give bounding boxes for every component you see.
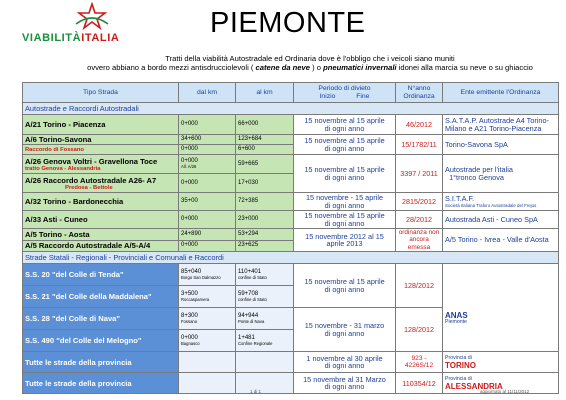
col-entity: Ente emittente l'Ordinanza [443, 83, 559, 103]
table-row: A/5 Torino - Aosta 24+890 53+294 15 novembre 2012 al 15 aprile 2013 ordinanza non ancora emessa A/5 Torino - Ivrea - Valle d'Aosta [23, 229, 559, 241]
logo [22, 2, 172, 46]
table-row: A/26 Raccordo Autostradale A26- A7 Predosa - Bettole 0+000 17+030 [23, 174, 559, 193]
col-road-type: Tipo Strada [23, 83, 179, 103]
table-row: Tutte le strade della provincia 1 novembre al 30 aprile di ogni anno 923 - 4226S/12 Provincia di TORINO [23, 352, 559, 373]
table-row: A/6 Torino-Savona 34+600 123+684 15 novembre al 15 aprile di ogni anno 15/1782/11 Torino-Savona SpA [23, 135, 559, 145]
table-row: A/33 Asti - Cuneo 0+000 23+000 15 novembre al 15 aprile di ogni anno 28/2012 Autostrada Asti - Cuneo SpA [23, 211, 559, 229]
table-row: Tutte le strade della provincia 15 novembre al 31 Marzo di ogni anno 110354/12 Provincia di ALESSANDRIA [23, 373, 559, 394]
restrictions-table [22, 82, 559, 394]
col-ordinance: N°anno Ordinanza [396, 83, 443, 103]
star-logo-icon [72, 2, 112, 30]
section-header: Autostrade e Raccordi Autostradali [23, 103, 559, 115]
page-title: PIEMONTE [210, 7, 366, 39]
table-row: Raccordo di Fossano 0+000 6+600 [23, 145, 559, 155]
col-from-km: dal km [179, 83, 236, 103]
col-to-km: al km [236, 83, 294, 103]
table-row: A/26 Genova Voltri - Gravellona Toce tratto Genova - Alessandria 0+000 All. A/26 59+665 15 novembre al 15 aprile di ogni anno 3397 / 2011 Autostrade per l'italia 1°tronco Genova [23, 155, 559, 174]
table-row: S.S. 20 "del Colle di Tenda" 85+040 Borgo San Dalmazzo 110+401 confine di Stato 15 novembre al 15 aprile di ogni anno 128/2012 ANAS Piemonte [23, 264, 559, 286]
page-number: 1 di 1 [250, 389, 262, 394]
col-period: Periodo di divieto Inizio Fine [294, 83, 396, 103]
table-row: S.S. 28 "del Colle di Nava" 8+300 Fossano 94+944 Ponte di Nava 15 novembre - 31 marzo di ogni anno 128/2012 [23, 308, 559, 330]
table-row: S.S. 490 "del Colle del Melogno" 0+000 Bagnasco 1+481 Confine Regionale [23, 330, 559, 352]
update-date: aggiornato al 11/11/2012 [480, 389, 530, 394]
table-row: A/21 Torino - Piacenza 0+000 66+000 15 novembre al 15 aprile di ogni anno 46/2012 S.A.T.A.P. Autostrade A4 Torino- Milano e A21 Torino-Piacenza [23, 115, 559, 135]
logo-text: VIABILITÀITALIA [22, 32, 120, 44]
table-row: A/5 Raccordo Autostradale A/5-A/4 0+000 23+625 [23, 240, 559, 252]
intro-text: Tratti della viabilità Autostradale ed Ordinaria dove è l'obbligo che i veicoli siano muniti ovvero abbiano a bordo mezzi antisdrucciolevoli ( catene da neve ) o pneumatici invernali idonei alla marcia su neve o su ghiaccio [87, 54, 533, 72]
section-header: Strade Statali - Regionali - Provinciali e Comunali e Raccordi [23, 252, 559, 264]
table-row: S.S. 21 "del Colle della Maddalena" 3+500 Roccasparvera 59+708 confine di Stato [23, 286, 559, 308]
table-header [23, 83, 559, 103]
table-row: A/32 Torino - Bardonecchia 35+00 72+385 15 novembre - 15 aprile di ogni anno 2815/2012 S.I.T.A.F. Società Italiana Traforo Autostradale del Frejus [23, 193, 559, 211]
